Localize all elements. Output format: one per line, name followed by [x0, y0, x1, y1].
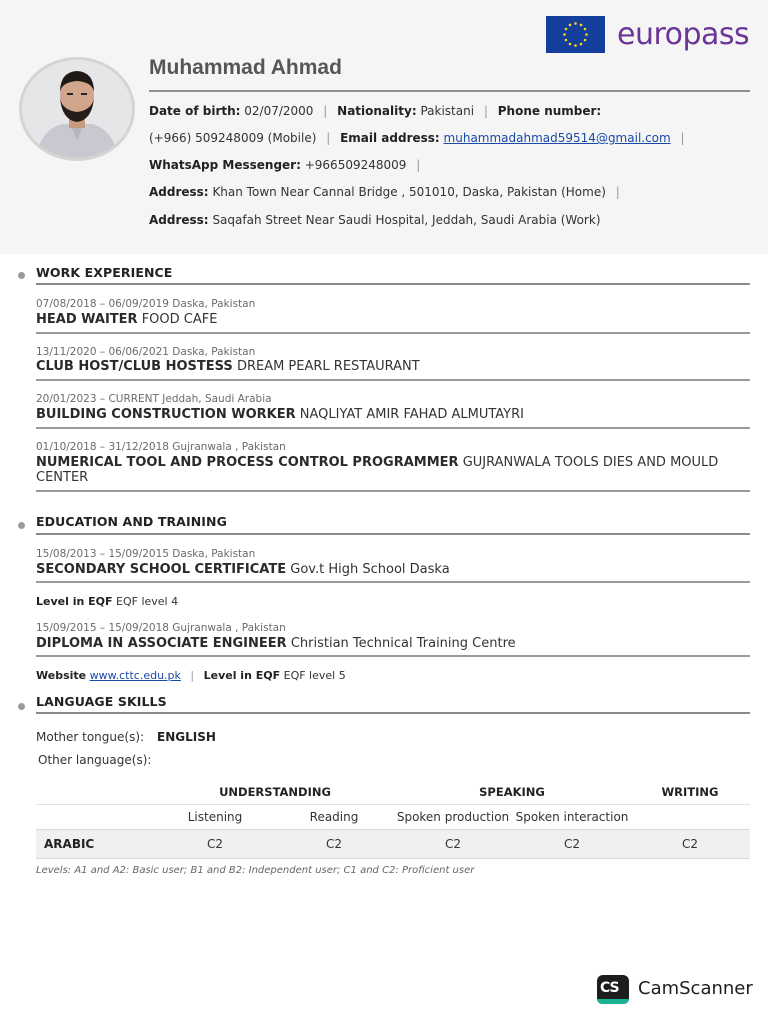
address-work: Saqafah Street Near Saudi Hospital, Jeddah, Saudi Arabia (Work) [212, 213, 601, 227]
europass-logo: europass [617, 17, 750, 52]
entry-rule [36, 581, 750, 583]
website-line [36, 669, 346, 682]
info-line-1 [149, 104, 601, 118]
whatsapp-label: WhatsApp Messenger: [149, 158, 301, 172]
institution: Gov.t High School Daska [290, 562, 450, 577]
education-dates: 15/09/2015 – 15/09/2018 Gujranwala , Pakistan [36, 622, 286, 634]
section-rule [36, 283, 750, 285]
section-rule [36, 712, 750, 714]
level-spoken-production: C2 [444, 837, 461, 851]
mother-tongue-value: ENGLISH [157, 730, 216, 744]
camscanner-name: CamScanner [638, 978, 753, 999]
spoken-production-header: Spoken production [396, 810, 510, 824]
language-name: ARABIC [44, 837, 95, 851]
section-bullet [18, 522, 25, 529]
table-row [36, 829, 750, 859]
eu-star [565, 39, 568, 42]
qualification: SECONDARY SCHOOL CERTIFICATE [36, 562, 287, 577]
info-line-5 [149, 213, 601, 227]
work-entry [36, 312, 750, 327]
section-rule [36, 533, 750, 535]
eqf-value: EQF level 4 [116, 595, 179, 608]
education-section-title: EDUCATION AND TRAINING [36, 514, 227, 529]
info-line-2 [149, 131, 691, 145]
separator: | [326, 131, 331, 145]
spoken-interaction-header: Spoken interaction [515, 810, 629, 824]
entry-rule [36, 655, 750, 657]
mother-tongue-label: Mother tongue(s): [36, 730, 145, 744]
eu-star [569, 43, 572, 46]
job-role: BUILDING CONSTRUCTION WORKER [36, 407, 296, 422]
work-entry [36, 455, 750, 485]
job-role: HEAD WAITER [36, 312, 138, 327]
work-dates: 13/11/2020 – 06/06/2021 Daska, Pakistan [36, 346, 256, 358]
language-section-title: LANGUAGE SKILLS [36, 694, 167, 709]
camscanner-logo-text: CS [600, 980, 619, 996]
eu-star [574, 44, 577, 47]
eqf-label: Level in EQF [203, 669, 281, 682]
writing-header: WRITING [661, 785, 719, 799]
job-employer: FOOD CAFE [141, 312, 218, 327]
education-dates: 15/08/2013 – 15/09/2015 Daska, Pakistan [36, 548, 256, 560]
eu-star [569, 24, 572, 27]
entry-rule [36, 427, 750, 429]
work-entry [36, 407, 750, 422]
job-employer: DREAM PEARL RESTAURANT [236, 359, 420, 374]
camscanner-stripe [597, 999, 629, 1004]
understanding-header: UNDERSTANDING [219, 785, 331, 799]
eu-star [574, 22, 577, 25]
table-divider [36, 804, 750, 805]
entry-rule [36, 332, 750, 334]
eu-star [584, 28, 587, 31]
nationality-label: Nationality: [337, 104, 417, 118]
education-entry [36, 562, 750, 577]
eu-star [580, 43, 583, 46]
phone-label: Phone number: [497, 104, 602, 118]
section-bullet [18, 703, 25, 710]
level-writing: C2 [681, 837, 698, 851]
eqf-value: EQF level 5 [283, 669, 346, 682]
nationality-value: Pakistani [420, 104, 475, 118]
entry-rule [36, 490, 750, 492]
person-name: Muhammad Ahmad [149, 56, 342, 79]
dob-value: 02/07/2000 [244, 104, 314, 118]
separator: | [323, 104, 328, 118]
levels-note: Levels: A1 and A2: Basic user; B1 and B2: Independent user; C1 and C2: Proficient user [36, 865, 475, 876]
work-section-title: WORK EXPERIENCE [36, 265, 173, 280]
info-line-4 [149, 185, 626, 199]
speaking-header: SPEAKING [479, 785, 545, 799]
job-role: CLUB HOST/CLUB HOSTESS [36, 359, 233, 374]
qualification: DIPLOMA IN ASSOCIATE ENGINEER [36, 636, 287, 651]
work-dates: 01/10/2018 – 31/12/2018 Gujranwala , Pakistan [36, 441, 286, 453]
website-label: Website [36, 669, 87, 682]
other-languages-label: Other language(s): [38, 753, 152, 767]
job-role: NUMERICAL TOOL AND PROCESS CONTROL PROGRAMMER [36, 455, 459, 470]
website-link[interactable]: www.cttc.edu.pk [89, 669, 181, 682]
camscanner-logo-icon [597, 975, 629, 1004]
level-spoken-interaction: C2 [563, 837, 580, 851]
address-label: Address: [149, 185, 209, 199]
eu-star [580, 24, 583, 27]
work-dates: 20/01/2023 – CURRENT Jeddah, Saudi Arabia [36, 393, 272, 405]
listening-header: Listening [187, 810, 243, 824]
separator: | [416, 158, 421, 172]
separator: | [615, 185, 620, 199]
dob-label: Date of birth: [149, 104, 241, 118]
eu-flag-icon [546, 16, 605, 53]
name-divider [149, 90, 750, 92]
separator: | [680, 131, 685, 145]
section-bullet [18, 272, 25, 279]
whatsapp-value: +966509248009 [304, 158, 407, 172]
job-employer: NAQLIYAT AMIR FAHAD ALMUTAYRI [299, 407, 524, 422]
address-label: Address: [149, 213, 209, 227]
entry-rule [36, 379, 750, 381]
job-employer: GUJRANWALA TOOLS DIES AND MOULD CENTER [36, 455, 719, 485]
avatar [19, 57, 135, 161]
eu-star [565, 28, 568, 31]
work-entry [36, 359, 750, 374]
eu-star [584, 39, 587, 42]
level-reading: C2 [325, 837, 342, 851]
separator: | [190, 669, 195, 682]
separator: | [483, 104, 488, 118]
reading-header: Reading [309, 810, 359, 824]
eu-star [585, 33, 588, 36]
phone-value: (+966) 509248009 (Mobile) [149, 131, 317, 145]
eu-star [563, 33, 566, 36]
level-listening: C2 [206, 837, 223, 851]
education-entry [36, 636, 750, 651]
address-home: Khan Town Near Cannal Bridge , 501010, Daska, Pakistan (Home) [212, 185, 606, 199]
email-link[interactable]: muhammadahmad59514@gmail.com [443, 131, 671, 145]
eqf-label: Level in EQF [36, 595, 113, 608]
email-label: Email address: [340, 131, 440, 145]
info-line-3 [149, 158, 426, 172]
work-dates: 07/08/2018 – 06/09/2019 Daska, Pakistan [36, 298, 256, 310]
institution: Christian Technical Training Centre [290, 636, 516, 651]
eqf-line [36, 595, 178, 608]
